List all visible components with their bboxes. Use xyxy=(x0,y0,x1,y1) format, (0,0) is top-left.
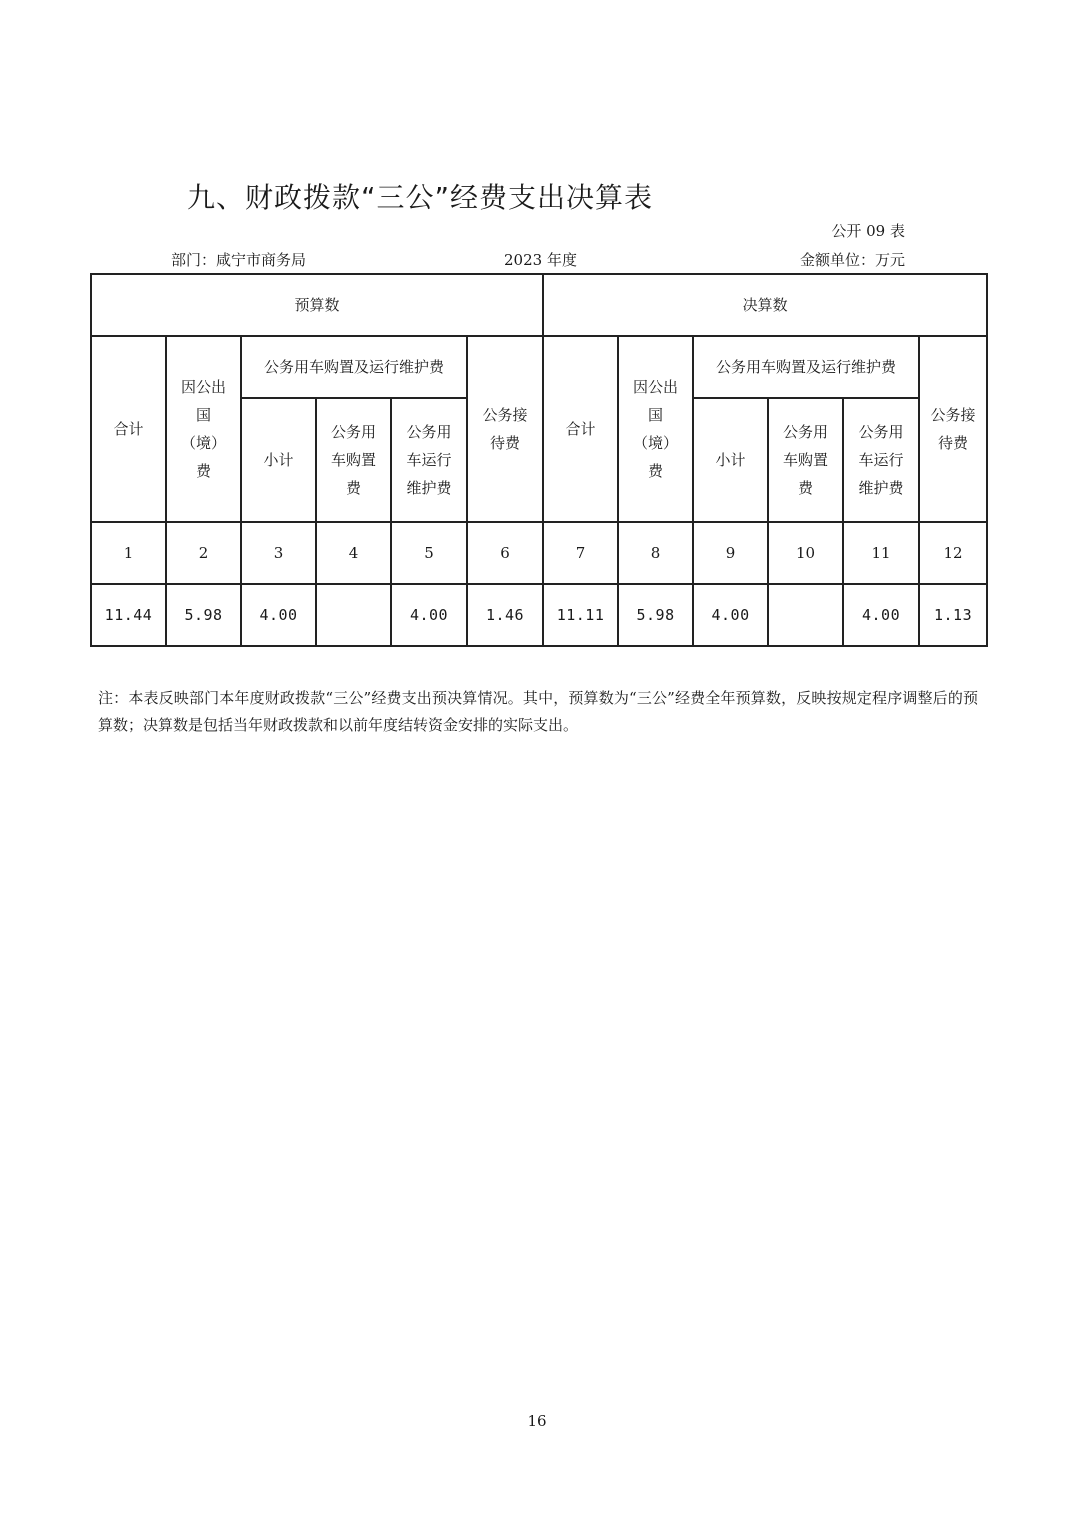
table-note: 注：本表反映部门本年度财政拨款“三公”经费支出预决算情况。其中，预算数为“三公”经费全年预算数，反映按规定程序调整后的预算数；决算数是包括当年财政拨款和以前年度结转资金安排的实际支出。 xyxy=(98,689,978,734)
final-abroad-value: 5.98 xyxy=(618,584,693,646)
final-vehicle-purchase-value xyxy=(768,584,843,646)
final-subtotal-header: 小计 xyxy=(693,398,768,522)
final-vehicle-group-header: 公务用车购置及运行维护费 xyxy=(693,336,919,398)
column-number-row xyxy=(91,522,987,584)
final-vehicle-subtotal-value: 4.00 xyxy=(693,584,768,646)
budget-vehicle-purchase-value xyxy=(316,584,391,646)
budget-abroad-value: 5.98 xyxy=(166,584,241,646)
column-number: 5 xyxy=(391,522,467,584)
column-number: 6 xyxy=(467,522,543,584)
page-number: 16 xyxy=(527,1412,547,1430)
budget-vehicle-group-header: 公务用车购置及运行维护费 xyxy=(241,336,467,398)
final-total-value: 11.11 xyxy=(543,584,618,646)
three-public-expenses-table xyxy=(90,273,988,647)
column-number: 2 xyxy=(166,522,241,584)
budget-vehicle-operation-header: 公务用车运行维护费 xyxy=(391,398,467,522)
final-reception-header: 公务接待费 xyxy=(919,336,987,522)
final-reception-value: 1.13 xyxy=(919,584,987,646)
budget-header: 预算数 xyxy=(91,274,543,336)
column-number: 7 xyxy=(543,522,618,584)
column-number: 11 xyxy=(843,522,919,584)
budget-vehicle-operation-value: 4.00 xyxy=(391,584,467,646)
department-label: 部门：咸宁市商务局 xyxy=(171,251,307,269)
budget-reception-value: 1.46 xyxy=(467,584,543,646)
final-vehicle-operation-value: 4.00 xyxy=(843,584,919,646)
column-number: 12 xyxy=(919,522,987,584)
budget-total-value: 11.44 xyxy=(91,584,166,646)
final-abroad-header: 因公出国（境）费 xyxy=(618,336,693,522)
form-number: 公开 09 表 xyxy=(831,222,905,240)
table-header-row-2 xyxy=(91,336,987,398)
final-total-header: 合计 xyxy=(543,336,618,522)
column-number: 4 xyxy=(316,522,391,584)
final-account-header: 决算数 xyxy=(543,274,987,336)
budget-reception-header: 公务接待费 xyxy=(467,336,543,522)
budget-abroad-header: 因公出国（境）费 xyxy=(166,336,241,522)
values-row xyxy=(91,584,987,646)
budget-total-header: 合计 xyxy=(91,336,166,522)
budget-subtotal-header: 小计 xyxy=(241,398,316,522)
final-vehicle-purchase-header: 公务用车购置费 xyxy=(768,398,843,522)
fiscal-year-label: 2023 年度 xyxy=(504,251,577,269)
budget-vehicle-purchase-header: 公务用车购置费 xyxy=(316,398,391,522)
column-number: 3 xyxy=(241,522,316,584)
column-number: 1 xyxy=(91,522,166,584)
budget-vehicle-subtotal-value: 4.00 xyxy=(241,584,316,646)
table-header-row-1 xyxy=(91,274,987,336)
amount-unit-label: 金额单位：万元 xyxy=(799,251,905,269)
column-number: 9 xyxy=(693,522,768,584)
column-number: 8 xyxy=(618,522,693,584)
final-vehicle-operation-header: 公务用车运行维护费 xyxy=(843,398,919,522)
page-title: 九、财政拨款“三公”经费支出决算表 xyxy=(187,181,654,214)
column-number: 10 xyxy=(768,522,843,584)
